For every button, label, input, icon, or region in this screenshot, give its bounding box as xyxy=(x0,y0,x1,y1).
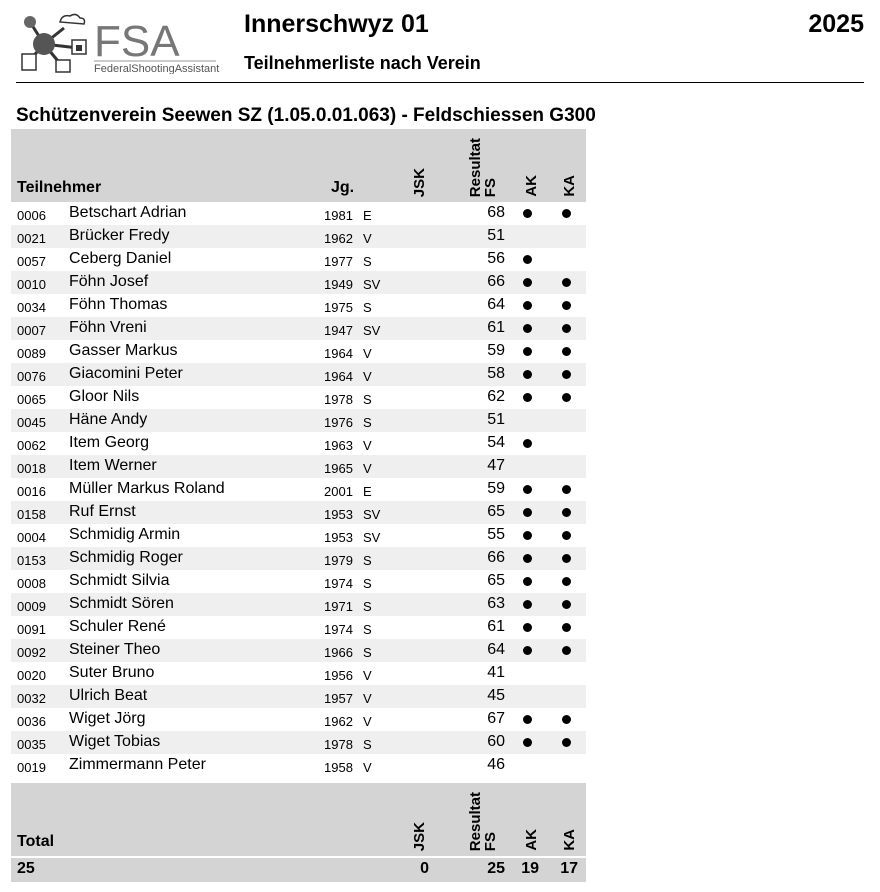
participant-number: 0007 xyxy=(17,323,46,338)
participant-birth-year: 1978 xyxy=(324,737,353,752)
ka-dot-icon xyxy=(562,646,571,655)
ka-dot-icon xyxy=(562,738,571,747)
participant-result-fs: 58 xyxy=(487,365,505,382)
ka-dot-icon xyxy=(562,554,571,563)
participant-birth-year: 1977 xyxy=(324,254,353,269)
footer-header-ka: KA xyxy=(561,829,578,851)
participant-category: SV xyxy=(363,507,381,522)
participant-name: Schmidt Silvia xyxy=(69,572,170,589)
ak-dot-icon xyxy=(523,393,532,402)
participant-number: 0019 xyxy=(17,760,46,775)
table-row xyxy=(11,616,586,639)
participant-name: Wiget Tobias xyxy=(69,733,161,750)
participant-result-fs: 54 xyxy=(487,434,505,451)
participant-birth-year: 1964 xyxy=(324,369,353,384)
participant-number: 0062 xyxy=(17,438,46,453)
participant-number: 0018 xyxy=(17,461,46,476)
participant-result-fs: 51 xyxy=(487,411,505,428)
ak-dot-icon xyxy=(523,347,532,356)
table-row xyxy=(11,524,586,547)
table-row xyxy=(11,271,586,294)
club-title: Schützenverein Seewen SZ (1.05.0.01.063) - Feldschiessen G300 xyxy=(16,105,596,126)
ka-dot-icon xyxy=(562,301,571,310)
participant-result-fs: 51 xyxy=(487,227,505,244)
participant-result-fs: 62 xyxy=(487,388,505,405)
footer-header-ak: AK xyxy=(523,829,540,851)
participant-result-fs: 66 xyxy=(487,549,505,566)
participant-birth-year: 1976 xyxy=(324,415,353,430)
participant-category: S xyxy=(363,300,372,315)
footer-values xyxy=(11,858,586,882)
table-row xyxy=(11,340,586,363)
participant-birth-year: 1963 xyxy=(324,438,353,453)
table-row xyxy=(11,501,586,524)
participant-category: SV xyxy=(363,530,381,545)
participant-result-fs: 66 xyxy=(487,273,505,290)
participant-result-fs: 61 xyxy=(487,618,505,635)
participant-birth-year: 1975 xyxy=(324,300,353,315)
participant-birth-year: 1958 xyxy=(324,760,353,775)
ak-dot-icon xyxy=(523,370,532,379)
participant-name: Item Georg xyxy=(69,434,150,451)
footer-fs-total: 25 xyxy=(487,860,505,877)
participant-number: 0032 xyxy=(17,691,46,706)
table-row xyxy=(11,478,586,501)
column-header-ak: AK xyxy=(523,175,540,197)
column-header-result-line2: FS xyxy=(482,177,499,197)
ak-dot-icon xyxy=(523,646,532,655)
table-row xyxy=(11,708,586,731)
ka-dot-icon xyxy=(562,209,571,218)
ak-dot-icon xyxy=(523,255,532,264)
report-year: 2025 xyxy=(808,10,864,38)
ka-dot-icon xyxy=(562,370,571,379)
participant-number: 0036 xyxy=(17,714,46,729)
ka-dot-icon xyxy=(562,577,571,586)
ka-dot-icon xyxy=(562,600,571,609)
column-header-jsk: JSK xyxy=(411,167,428,197)
participant-birth-year: 1974 xyxy=(324,576,353,591)
ak-dot-icon xyxy=(523,324,532,333)
ak-dot-icon xyxy=(523,577,532,586)
participant-category: S xyxy=(363,599,372,614)
participant-number: 0006 xyxy=(17,208,46,223)
ka-dot-icon xyxy=(562,324,571,333)
participant-number: 0045 xyxy=(17,415,46,430)
participant-category: V xyxy=(363,668,372,683)
table-header xyxy=(11,129,586,202)
participant-result-fs: 64 xyxy=(487,641,505,658)
participant-category: SV xyxy=(363,323,381,338)
header-divider xyxy=(16,82,864,83)
ak-dot-icon xyxy=(523,301,532,310)
participant-birth-year: 1965 xyxy=(324,461,353,476)
table-row xyxy=(11,593,586,616)
footer-header-result-line2: FS xyxy=(482,831,499,851)
table-row xyxy=(11,386,586,409)
participant-name: Schmidig Armin xyxy=(69,526,181,543)
participant-number: 0089 xyxy=(17,346,46,361)
participant-name: Brücker Fredy xyxy=(69,227,170,244)
participant-name: Item Werner xyxy=(69,457,157,474)
ka-dot-icon xyxy=(562,715,571,724)
table-row xyxy=(11,294,586,317)
fsa-logo xyxy=(16,8,246,74)
participant-category: V xyxy=(363,691,372,706)
participant-number: 0021 xyxy=(17,231,46,246)
footer-header-jsk: JSK xyxy=(411,821,428,851)
footer-total-label: Total xyxy=(17,833,55,850)
column-header-result-line1: Resultat xyxy=(467,137,484,197)
participant-category: S xyxy=(363,622,372,637)
participant-name: Steiner Theo xyxy=(69,641,161,658)
participant-birth-year: 1953 xyxy=(324,507,353,522)
ak-dot-icon xyxy=(523,554,532,563)
participant-birth-year: 1957 xyxy=(324,691,353,706)
participant-result-fs: 55 xyxy=(487,526,505,543)
column-header-year: Jg. xyxy=(331,179,355,196)
participant-category: V xyxy=(363,461,372,476)
participant-category: V xyxy=(363,231,372,246)
participant-number: 0016 xyxy=(17,484,46,499)
participant-result-fs: 59 xyxy=(487,342,505,359)
participant-name: Schmidt Sören xyxy=(69,595,174,612)
participant-number: 0158 xyxy=(17,507,46,522)
ak-dot-icon xyxy=(523,715,532,724)
ak-dot-icon xyxy=(523,485,532,494)
participant-result-fs: 47 xyxy=(487,457,505,474)
table-row xyxy=(11,455,586,478)
table-row xyxy=(11,639,586,662)
participant-name: Schmidig Roger xyxy=(69,549,183,566)
participant-name: Häne Andy xyxy=(69,411,148,428)
participant-result-fs: 67 xyxy=(487,710,505,727)
column-header-ka: KA xyxy=(561,175,578,197)
participant-birth-year: 1979 xyxy=(324,553,353,568)
participant-name: Zimmermann Peter xyxy=(69,756,206,773)
participant-result-fs: 64 xyxy=(487,296,505,313)
participant-number: 0091 xyxy=(17,622,46,637)
participant-name: Schuler René xyxy=(69,618,166,635)
participant-category: S xyxy=(363,553,372,568)
participant-name: Gloor Nils xyxy=(69,388,140,405)
participant-name: Betschart Adrian xyxy=(69,204,187,221)
participant-category: E xyxy=(363,208,372,223)
participant-number: 0065 xyxy=(17,392,46,407)
table-row xyxy=(11,662,586,685)
participant-category: S xyxy=(363,254,372,269)
participant-result-fs: 61 xyxy=(487,319,505,336)
participant-category: S xyxy=(363,392,372,407)
ka-dot-icon xyxy=(562,623,571,632)
ka-dot-icon xyxy=(562,508,571,517)
table-row xyxy=(11,409,586,432)
participant-birth-year: 1974 xyxy=(324,622,353,637)
participant-number: 0092 xyxy=(17,645,46,660)
ak-dot-icon xyxy=(523,623,532,632)
participant-birth-year: 1947 xyxy=(324,323,353,338)
ka-dot-icon xyxy=(562,278,571,287)
participant-name: Föhn Thomas xyxy=(69,296,168,313)
participant-result-fs: 68 xyxy=(487,204,505,221)
participant-birth-year: 1962 xyxy=(324,231,353,246)
ka-dot-icon xyxy=(562,347,571,356)
participant-result-fs: 65 xyxy=(487,572,505,589)
table-row xyxy=(11,432,586,455)
table-row xyxy=(11,754,586,777)
participant-result-fs: 45 xyxy=(487,687,505,704)
participant-number: 0010 xyxy=(17,277,46,292)
participant-category: V xyxy=(363,346,372,361)
footer-participant-count: 25 xyxy=(17,860,35,877)
participant-birth-year: 1981 xyxy=(324,208,353,223)
ak-dot-icon xyxy=(523,439,532,448)
participant-birth-year: 1953 xyxy=(324,530,353,545)
table-row xyxy=(11,202,586,225)
participant-number: 0008 xyxy=(17,576,46,591)
ak-dot-icon xyxy=(523,209,532,218)
participant-number: 0034 xyxy=(17,300,46,315)
event-title: Innerschwyz 01 xyxy=(244,10,429,38)
participant-birth-year: 1978 xyxy=(324,392,353,407)
table-row xyxy=(11,317,586,340)
column-header-participant: Teilnehmer xyxy=(17,179,102,196)
participant-category: V xyxy=(363,714,372,729)
participant-number: 0076 xyxy=(17,369,46,384)
table-row xyxy=(11,731,586,754)
logo-subtext: FederalShootingAssistant xyxy=(94,63,220,74)
participant-category: V xyxy=(363,369,372,384)
participant-name: Suter Bruno xyxy=(69,664,155,681)
participant-name: Gasser Markus xyxy=(69,342,178,359)
table-row xyxy=(11,363,586,386)
ka-dot-icon xyxy=(562,485,571,494)
table-row xyxy=(11,685,586,708)
footer-header-result-line1: Resultat xyxy=(467,791,484,851)
participant-result-fs: 56 xyxy=(487,250,505,267)
participant-name: Müller Markus Roland xyxy=(69,480,225,497)
table-row xyxy=(11,570,586,593)
participant-number: 0153 xyxy=(17,553,46,568)
participant-category: S xyxy=(363,576,372,591)
participant-birth-year: 1964 xyxy=(324,346,353,361)
footer-jsk-total: 0 xyxy=(420,860,429,877)
table-row xyxy=(11,547,586,570)
participant-category: SV xyxy=(363,277,381,292)
column-header-result xyxy=(468,138,498,197)
participant-result-fs: 63 xyxy=(487,595,505,612)
participant-result-fs: 59 xyxy=(487,480,505,497)
ak-dot-icon xyxy=(523,738,532,747)
ak-dot-icon xyxy=(523,600,532,609)
ak-dot-icon xyxy=(523,531,532,540)
table-body xyxy=(11,202,586,777)
table-footer xyxy=(11,783,586,882)
footer-ka-total: 17 xyxy=(560,860,578,877)
footer-header-result xyxy=(468,792,498,851)
participant-birth-year: 1949 xyxy=(324,277,353,292)
participant-result-fs: 41 xyxy=(487,664,505,681)
participant-result-fs: 60 xyxy=(487,733,505,750)
participant-name: Ulrich Beat xyxy=(69,687,148,704)
ak-dot-icon xyxy=(523,508,532,517)
participant-category: V xyxy=(363,438,372,453)
participant-birth-year: 2001 xyxy=(324,484,353,499)
participant-number: 0057 xyxy=(17,254,46,269)
participant-number: 0004 xyxy=(17,530,46,545)
participant-category: S xyxy=(363,737,372,752)
logo-text: FSA xyxy=(94,17,180,66)
footer-ak-total: 19 xyxy=(521,860,539,877)
participant-result-fs: 46 xyxy=(487,756,505,773)
participant-name: Föhn Vreni xyxy=(69,319,147,336)
participant-category: E xyxy=(363,484,372,499)
report-subtitle: Teilnehmerliste nach Verein xyxy=(244,53,481,73)
participant-number: 0035 xyxy=(17,737,46,752)
participant-name: Ceberg Daniel xyxy=(69,250,172,267)
participant-category: S xyxy=(363,415,372,430)
table-row xyxy=(11,225,586,248)
participant-category: V xyxy=(363,760,372,775)
footer-header xyxy=(11,783,586,856)
participant-category: S xyxy=(363,645,372,660)
ka-dot-icon xyxy=(562,531,571,540)
participant-name: Wiget Jörg xyxy=(69,710,146,727)
ka-dot-icon xyxy=(562,393,571,402)
participant-name: Giacomini Peter xyxy=(69,365,183,382)
participant-birth-year: 1971 xyxy=(324,599,353,614)
table-row xyxy=(11,248,586,271)
ak-dot-icon xyxy=(523,278,532,287)
participant-birth-year: 1966 xyxy=(324,645,353,660)
participant-table xyxy=(11,129,586,882)
participant-birth-year: 1956 xyxy=(324,668,353,683)
participant-number: 0020 xyxy=(17,668,46,683)
participant-number: 0009 xyxy=(17,599,46,614)
participant-name: Föhn Josef xyxy=(69,273,149,290)
participant-name: Ruf Ernst xyxy=(69,503,136,520)
participant-result-fs: 65 xyxy=(487,503,505,520)
participant-birth-year: 1962 xyxy=(324,714,353,729)
shooting-network-icon xyxy=(16,8,246,74)
